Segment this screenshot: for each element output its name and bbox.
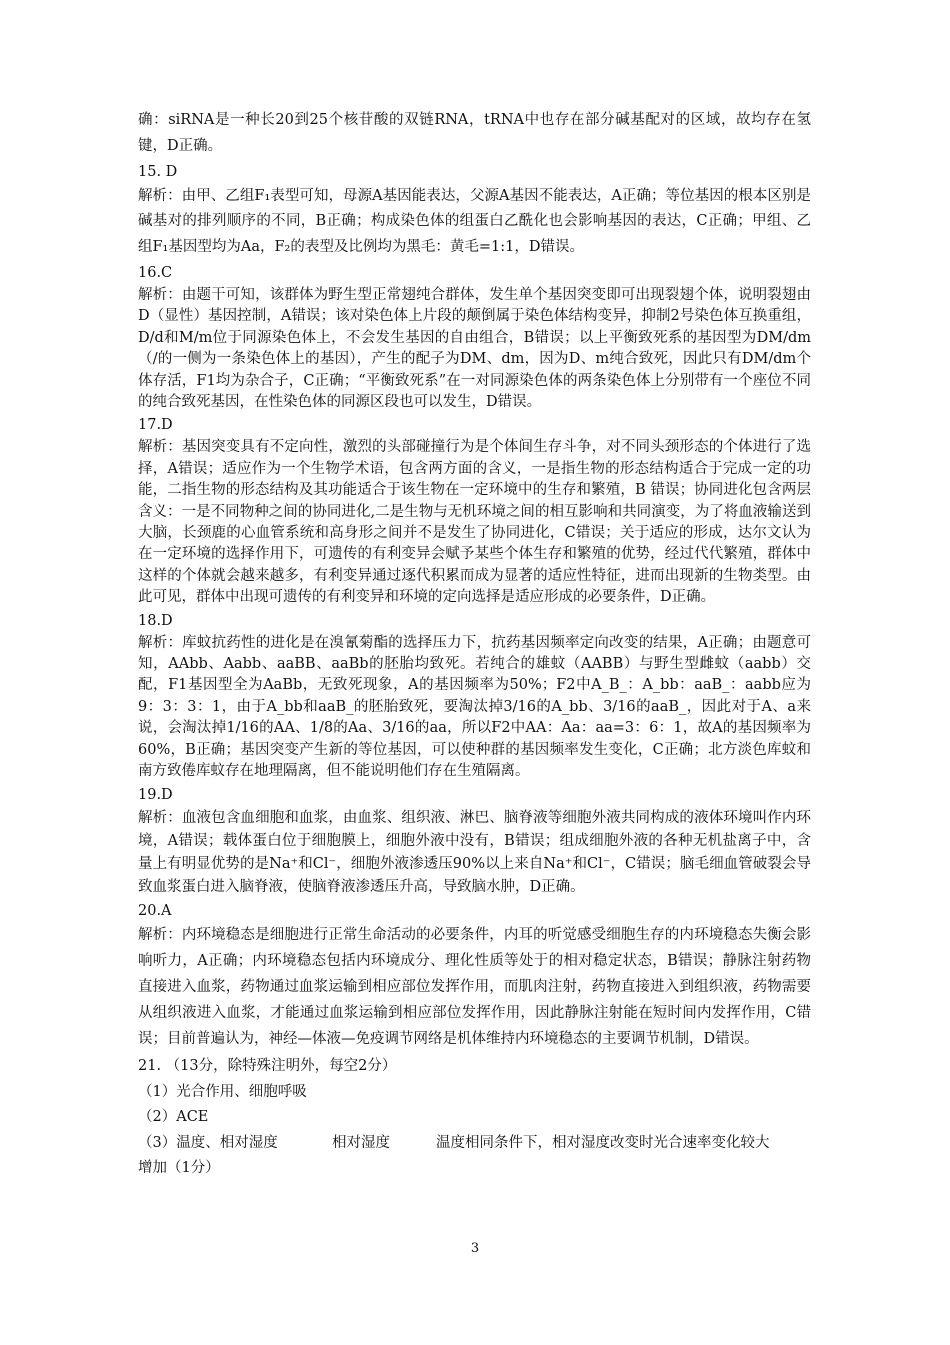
answer-17 [138, 413, 811, 608]
continued-text: 确：siRNA是一种长20到25个核苷酸的双链RNA，tRNA中也存在部分碱基配对的区域，故均存在氢键，D正确。 [138, 112, 811, 154]
page-number: 3 [470, 1241, 480, 1256]
answer-16 [138, 261, 811, 413]
answer-21-heading: 21. （13分，除特殊注明外，每空2分） [138, 1058, 397, 1075]
answer-21 [138, 1054, 811, 1181]
answer-15-explanation: 解析：由甲、乙组F₁表型可知，母源A基因能表达，父源A基因不能表达，A正确；等位基因的根本区别是碱基对的排列顺序的不同，B正确；构成染色体的组蛋白乙酰化也会影响基因的表达，C正确；甲组、乙组F₁基因型均为Aa，F₂的表型及比例均为黑毛：黄毛=1:1，D错误。 [138, 187, 811, 256]
answer-16-explanation: 解析：由题干可知，该群体为野生型正常翅纯合群体，发生单个基因突变即可出现裂翅个体，说明裂翅由D（显性）基因控制，A错误；该对染色体上片段的颠倒属于染色体结构变异，抑制2号染色体互换重组，D/d和M/m位于同源染色体上，不会发生基因的自由组合，B错误；以上平衡致死系的基因型为DM/dm（/的一侧为一条染色体上的基因），产生的配子为DM、dm，因为D、m纯合致死，因此只有DM/dm个体存活，F1均为杂合子，C正确；“平衡致死系”在一对同源染色体的两条染色体上分别带有一个座位不同的纯合致死基因，在性染色体的同源区段也可以发生，D错误。 [138, 286, 811, 411]
answer-20 [138, 899, 811, 1052]
answer-21-part-3-a: （3）温度、相对湿度 [138, 1134, 278, 1151]
answer-page [138, 108, 811, 1181]
answer-18-heading: 18.D [138, 612, 173, 629]
answer-21-part-3-d: 增加（1分） [138, 1159, 220, 1176]
answer-18 [138, 609, 811, 783]
answer-16-heading: 16.C [138, 264, 173, 281]
answer-20-heading: 20.A [138, 903, 172, 920]
answer-19-explanation: 解析：血液包含血细胞和血浆，由血浆、组织液、淋巴、脑脊液等细胞外液共同构成的液体环境叫作内环境，A错误；载体蛋白位于细胞膜上，细胞外液中没有，B错误；组成细胞外液的各种无机盐离子中，含量上有明显优势的是Na⁺和Cl⁻，细胞外液渗透压90%以上来自Na⁺和Cl⁻，C错误；脑毛细血管破裂会导致血浆蛋白进入脑脊液，使脑脊液渗透压升高，导致脑水肿，D正确。 [138, 809, 811, 896]
answer-17-explanation: 解析：基因突变具有不定向性，激烈的头部碰撞行为是个体间生存斗争，对不同头颈形态的个体进行了选择，A错误；适应作为一个生物学术语，包含两方面的含义，一是指生物的形态结构适合于完成一定的功能，二指生物的形态结构及其功能适合于该生物在一定环境中的生存和繁殖，B 错误；协同进化包含两层含义：一是不同物种之间的协同进化,二是生物与无机环境之间的相互影响和共同演变，为了将血液输送到大脑，长颈鹿的心血管系统和高身形之间并不是发生了协同进化，C错误；关于适应的形成，达尔文认为在一定环境的选择作用下，可遗传的有利变异会赋予某些个体生存和繁殖的优势，经过代代繁殖，群体中这样的个体就会越来越多，有利变异通过逐代积累而成为显著的适应性特征，进而出现新的生物类型。由此可见，群体中出现可遗传的有利变异和环境的定向选择是适应形成的必要条件，D正确。 [138, 439, 811, 606]
answer-18-explanation: 解析：库蚊抗药性的进化是在溴氰菊酯的选择压力下，抗药基因频率定向改变的结果，A正确；由题意可知，AAbb、Aabb、aaBB、aaBb的胚胎均致死。若纯合的雄蚊（AABB）与野生型雌蚊（aabb）交配，F1基因型全为AaBb，无致死现象，A的基因频率为50%；F2中A_B_：A_bb：aaB_：aabb应为9：3：3：1，由于A_bb和aaB_的胚胎致死，要淘汰掉3/16的A_bb、3/16的aaB_，因此对于A、a来说，会淘汰掉1/16的AA、1/8的Aa、3/16的aa，所以F2中AA：Aa：aa=3：6：1，故A的基因频率为60%，B正确；基因突变产生新的等位基因，可以使种群的基因频率发生变化，C正确；北方淡色库蚊和南方致倦库蚊存在地理隔离，但不能说明他们存在生殖隔离。 [138, 634, 811, 780]
answer-20-explanation: 解析：内环境稳态是细胞进行正常生命活动的必要条件，内耳的听觉感受细胞生存的内环境稳态失衡会影响听力，A正确；内环境稳态包括内环境成分、理化性质等处于的相对稳定状态，B错误；静脉注射药物直接进入血浆，药物通过血浆运输到相应部位发挥作用，而肌肉注射，药物直接进入到组织液，药物需要从组织液进入血浆，才能通过血浆运输到相应部位发挥作用，因此静脉注射能在短时间内发挥作用，C错误；目前普遍认为，神经—体液—免疫调节网络是机体维持内环境稳态的主要调节机制，D错误。 [138, 927, 811, 1047]
answer-19 [138, 783, 811, 900]
answer-21-part-3-c: 温度相同条件下，相对湿度改变时光合速率变化较大 [436, 1134, 770, 1151]
answer-21-part-1: （1）光合作用、细胞呼吸 [138, 1083, 307, 1100]
answer-21-part-2: （2）ACE [138, 1109, 209, 1126]
answer-17-heading: 17.D [138, 417, 173, 434]
answer-15 [138, 160, 811, 261]
answer-21-part-3 [138, 1131, 811, 1156]
answer-19-heading: 19.D [138, 786, 173, 803]
answer-15-heading: 15. D [138, 163, 178, 180]
answer-21-part-3-b: 相对湿度 [332, 1134, 390, 1151]
